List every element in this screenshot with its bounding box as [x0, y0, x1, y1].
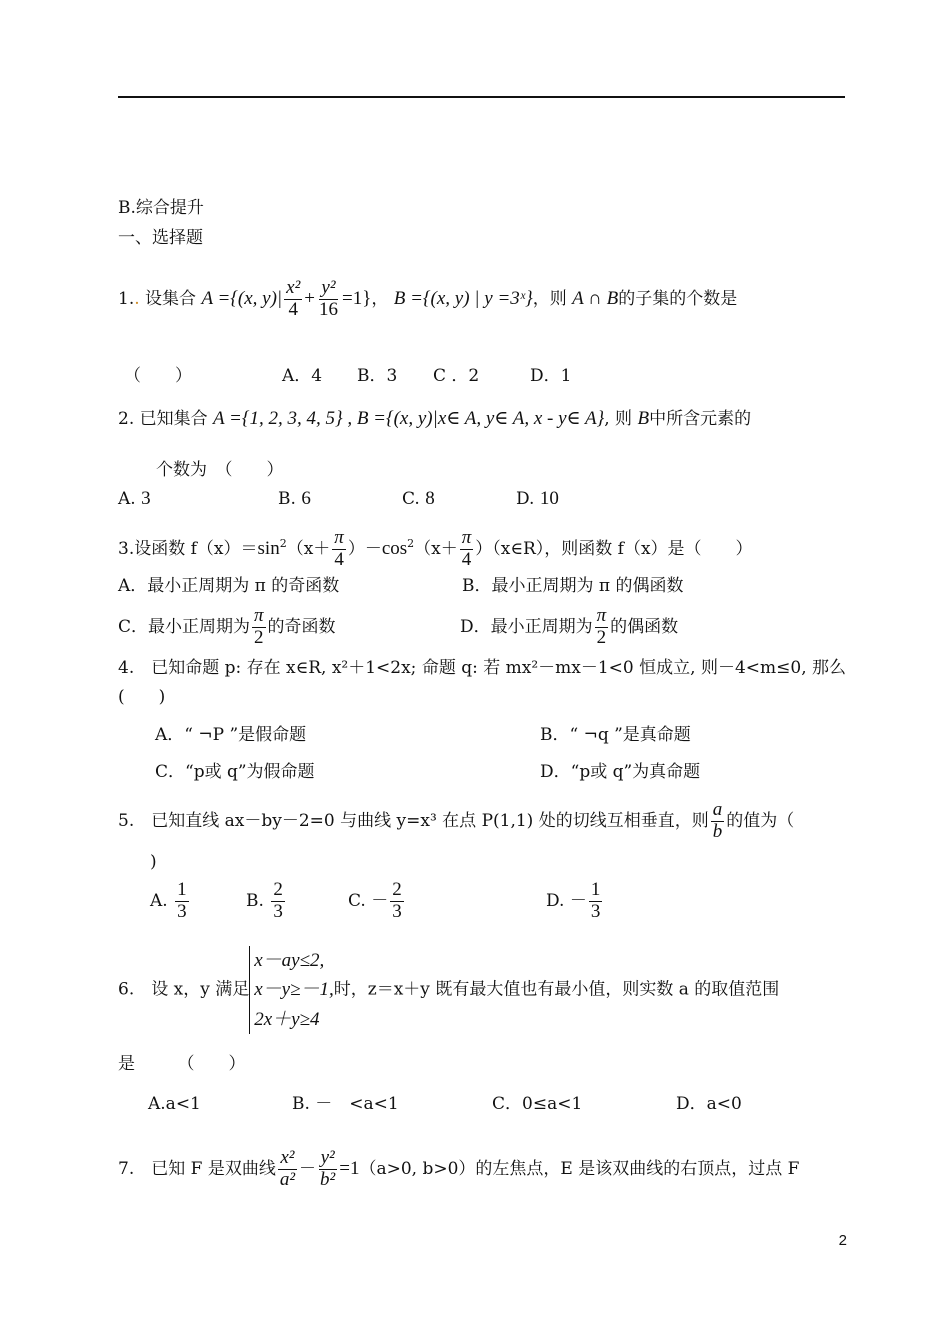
- option-b: B. － <a<1: [292, 1094, 399, 1114]
- question-6: [118, 946, 779, 1034]
- option-b: B．3: [357, 366, 398, 386]
- option-d: D．1: [530, 366, 572, 386]
- option-c: C. － $\frac{2}{3}$: [348, 879, 402, 922]
- marker-dot: .: [134, 288, 140, 309]
- question-text: 的子集的个数是: [618, 288, 738, 309]
- set-expression: A ={1, 2, 3, 4, 5} , B ={(x, y)|x∈ A, y∈ A, x - y∈ A}: [213, 408, 605, 429]
- option-a: A．最小正周期为 π 的奇函数: [118, 576, 340, 596]
- question-1: [118, 278, 737, 321]
- option-d: D．a<0: [676, 1094, 742, 1114]
- question-2-line2: 个数为 （ ）: [156, 460, 284, 480]
- header-rule: [118, 96, 845, 98]
- option-b: B. 6: [278, 488, 311, 509]
- set-a: A ={(x, y)|: [201, 287, 283, 309]
- option-a: A．4: [282, 366, 323, 386]
- set-a-end: =1}: [342, 287, 372, 309]
- fraction: $\frac{a}{b}$: [712, 799, 723, 842]
- cos-function: cos: [381, 537, 408, 559]
- question-number: 1.: [118, 288, 135, 309]
- question-number: 2.: [118, 409, 135, 429]
- option-d: D．“p或 q”为真命题: [540, 762, 701, 782]
- option-b: B．最小正周期为 π 的偶函数: [462, 576, 684, 596]
- question-text: ）－: [347, 538, 382, 559]
- option-c: C ．2: [433, 366, 480, 386]
- plus-sign: +: [304, 287, 315, 309]
- question-text: 已知集合: [139, 409, 208, 429]
- option-d: D. － $\frac{1}{3}$: [546, 879, 601, 922]
- question-text: （a>0, b>0）的左焦点，E 是该双曲线的右顶点，过点 F: [359, 1158, 800, 1179]
- minus-sign: －: [299, 1158, 317, 1179]
- option-c: C．最小正周期为 $\frac{\pi}{2}$ 的奇函数: [118, 605, 336, 648]
- set-b: B ={(x, y) | y =3ˣ}: [393, 287, 533, 309]
- question-5: [118, 800, 794, 843]
- section-heading: B.综合提升: [118, 198, 204, 218]
- question-text: 设集合: [145, 288, 197, 309]
- question-text: 中所含元素的: [649, 409, 752, 429]
- question-text: 3.设函数 f（x）＝: [118, 538, 258, 559]
- question-text: ）（x∈R），则函数 f（x）是（ ）: [475, 538, 753, 559]
- inequality-system: x－ay≤2, x－y≥－1, 2x＋y≥4: [249, 946, 334, 1034]
- option-c: C．“p或 q”为假命题: [155, 762, 315, 782]
- option-b: B. $\frac{2}{3}$: [246, 879, 283, 922]
- fraction: $\frac{\text{y²}}{16}$: [319, 277, 338, 320]
- option-d: D. 10: [516, 488, 559, 509]
- question-text: （x＋: [414, 538, 458, 559]
- fraction: $\frac{\pi}{2}$: [596, 605, 607, 648]
- option-a: A. $\frac{1}{3}$: [150, 879, 187, 922]
- page-number: 2: [838, 1232, 847, 1249]
- question-text: （x＋: [286, 538, 331, 559]
- option-c: C. 8: [402, 488, 435, 509]
- question-text: 时，z＝x＋y 既有最大值也有最小值，则实数 a 的取值范围: [333, 979, 780, 1000]
- question-text: , 则: [604, 409, 633, 429]
- fraction: $\frac{\pi}{4}$: [461, 527, 472, 570]
- fraction: $\frac{\pi}{2}$: [254, 605, 264, 648]
- question-5-line2: ): [150, 852, 157, 872]
- set-b: B: [637, 408, 650, 429]
- option-a: A. 3: [118, 488, 151, 509]
- question-2: [118, 408, 751, 431]
- part-heading: 一、选择题: [118, 228, 203, 248]
- fraction: $\frac{\pi}{4}$: [334, 527, 344, 570]
- question-7: [118, 1148, 799, 1191]
- equals-one: =1: [339, 1157, 360, 1179]
- option-a: A.a<1: [148, 1094, 201, 1114]
- option-d: D．最小正周期为 $\frac{\pi}{2}$ 的偶函数: [460, 605, 679, 648]
- sin-function: sin: [257, 537, 280, 559]
- fraction: $\frac{\text{y²}}{\text{b²}}$: [320, 1147, 336, 1190]
- intersection: A ∩ B: [572, 287, 619, 309]
- answer-paren: （ ）: [124, 366, 192, 386]
- question-text: 的值为（: [726, 810, 795, 831]
- question-text: 5. 已知直线 ax－by－2=0 与曲线 y=x³ 在点 P(1,1) 处的切线互相垂直，则: [118, 810, 709, 831]
- fraction: $\frac{\text{x²}}{4}$: [286, 277, 301, 320]
- question-3: 3.设函数 $f(x)=\sin^2(x+$ $\frac{\pi}{4}$ ）$-\cos^2(x+$ $\frac{\pi}{4}$ ）（x∈R），则函数 f（x）是（ ）: [118, 527, 753, 570]
- option-a: A．“ ¬P ”是假命题: [155, 725, 307, 745]
- comma: ，: [371, 288, 389, 309]
- question-6-line2: 是 （ ）: [118, 1054, 246, 1074]
- question-text: 7. 已知 F 是双曲线: [118, 1158, 276, 1179]
- question-4-line2: ( ): [118, 687, 166, 707]
- question-text: 6. 设 x，y 满足: [118, 979, 250, 1000]
- option-c: C．0≤a<1: [492, 1094, 583, 1114]
- fraction: $\frac{\text{x²}}{\text{a²}}$: [279, 1147, 296, 1190]
- question-text: ，则: [532, 288, 567, 309]
- question-4: 4. 已知命题 p: 存在 x∈R, x²＋1<2x; 命题 q: 若 mx²－mx－1<0 恒成立, 则－4<m≤0, 那么: [118, 658, 847, 678]
- option-b: B．“ ¬q ”是真命题: [540, 725, 691, 745]
